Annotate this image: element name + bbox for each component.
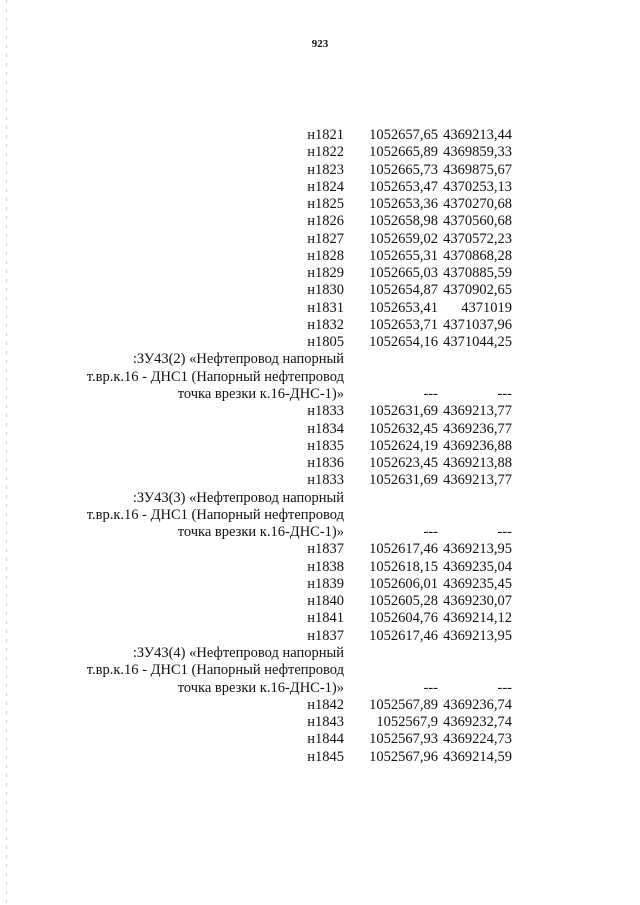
- table-row: [0, 127, 640, 144]
- x-coordinate: 1052665,89: [369, 144, 438, 161]
- point-id: н1845: [307, 748, 344, 765]
- point-id: н1824: [307, 178, 344, 195]
- table-row: [0, 265, 640, 282]
- y-coordinate: 4369214,59: [443, 748, 512, 765]
- y-coordinate: ---: [497, 385, 512, 402]
- y-coordinate: 4369213,77: [443, 472, 512, 489]
- point-id: н1821: [307, 127, 344, 143]
- x-coordinate: 1052658,98: [369, 213, 438, 230]
- y-coordinate: ---: [497, 679, 512, 696]
- x-coordinate: 1052617,46: [369, 627, 438, 644]
- table-row: [0, 248, 640, 265]
- point-id: н1823: [307, 161, 344, 178]
- y-coordinate: 4370868,28: [443, 247, 512, 264]
- point-id: н1832: [307, 316, 344, 333]
- table-row: [0, 559, 640, 576]
- point-id: н1828: [307, 247, 344, 264]
- y-coordinate: 4369230,07: [443, 593, 512, 610]
- point-id: н1839: [307, 575, 344, 592]
- y-coordinate: 4371037,96: [443, 316, 512, 333]
- point-id: н1826: [307, 213, 344, 230]
- x-coordinate: 1052604,76: [369, 610, 438, 627]
- y-coordinate: 4371044,25: [443, 334, 512, 351]
- table-section-row: [0, 351, 640, 368]
- table-section-row: [0, 386, 640, 403]
- x-coordinate: 1052653,36: [369, 196, 438, 213]
- table-row: [0, 282, 640, 299]
- y-coordinate: 4369236,77: [443, 420, 512, 437]
- x-coordinate: 1052665,03: [369, 265, 438, 282]
- table-row: [0, 421, 640, 438]
- table-section-row: [0, 507, 640, 524]
- section-label: точка врезки к.16-ДНС-1)»: [177, 679, 344, 696]
- x-coordinate: ---: [423, 385, 438, 402]
- table-row: [0, 403, 640, 420]
- y-coordinate: 4369213,95: [443, 541, 512, 558]
- y-coordinate: 4369235,04: [443, 558, 512, 575]
- table-row: [0, 144, 640, 161]
- point-id: н1837: [307, 627, 344, 644]
- y-coordinate: 4369213,95: [443, 627, 512, 644]
- y-coordinate: 4371019: [461, 299, 512, 316]
- x-coordinate: 1052665,73: [369, 161, 438, 178]
- x-coordinate: 1052653,47: [369, 178, 438, 195]
- point-id: н1836: [307, 455, 344, 472]
- table-row: [0, 593, 640, 610]
- x-coordinate: 1052657,65: [369, 127, 438, 143]
- table-row: [0, 231, 640, 248]
- table-section-row: [0, 662, 640, 679]
- table-row: [0, 438, 640, 455]
- section-label: т.вр.к.16 - ДНС1 (Напорный нефтепровод: [86, 368, 344, 385]
- x-coordinate: 1052653,41: [369, 299, 438, 316]
- table-row: [0, 749, 640, 766]
- section-label: :ЗУ43(4) «Нефтепровод напорный: [132, 644, 344, 661]
- point-id: н1825: [307, 196, 344, 213]
- point-id: н1838: [307, 558, 344, 575]
- x-coordinate: ---: [423, 679, 438, 696]
- table-section-row: [0, 645, 640, 662]
- point-id: н1842: [307, 696, 344, 713]
- x-coordinate: 1052624,19: [369, 437, 438, 454]
- table-row: [0, 317, 640, 334]
- point-id: н1827: [307, 230, 344, 247]
- table-row: [0, 179, 640, 196]
- x-coordinate: 1052618,15: [369, 558, 438, 575]
- point-id: н1830: [307, 282, 344, 299]
- x-coordinate: 1052567,96: [369, 748, 438, 765]
- point-id: н1822: [307, 144, 344, 161]
- y-coordinate: 4369213,88: [443, 455, 512, 472]
- table-row: [0, 576, 640, 593]
- y-coordinate: 4369214,12: [443, 610, 512, 627]
- table-row: [0, 162, 640, 179]
- table-row: [0, 610, 640, 627]
- x-coordinate: 1052659,02: [369, 230, 438, 247]
- point-id: н1831: [307, 299, 344, 316]
- table-row: [0, 628, 640, 645]
- point-id: н1833: [307, 403, 344, 420]
- coordinates-table: [0, 127, 640, 766]
- x-coordinate: 1052567,89: [369, 696, 438, 713]
- point-id: н1840: [307, 593, 344, 610]
- section-label: точка врезки к.16-ДНС-1)»: [177, 524, 344, 541]
- table-row: [0, 196, 640, 213]
- y-coordinate: 4370885,59: [443, 265, 512, 282]
- point-id: н1805: [307, 334, 344, 351]
- table-row: [0, 541, 640, 558]
- table-row: [0, 334, 640, 351]
- table-section-row: [0, 369, 640, 386]
- y-coordinate: 4369875,67: [443, 161, 512, 178]
- point-id: н1834: [307, 420, 344, 437]
- y-coordinate: 4369859,33: [443, 144, 512, 161]
- x-coordinate: 1052632,45: [369, 420, 438, 437]
- x-coordinate: 1052653,71: [369, 316, 438, 333]
- page-number: 923: [311, 38, 329, 50]
- x-coordinate: 1052617,46: [369, 541, 438, 558]
- point-id: н1841: [307, 610, 344, 627]
- table-row: [0, 731, 640, 748]
- y-coordinate: ---: [497, 524, 512, 541]
- y-coordinate: 4370253,13: [443, 178, 512, 195]
- x-coordinate: 1052654,16: [369, 334, 438, 351]
- y-coordinate: 4369213,77: [443, 403, 512, 420]
- point-id: н1837: [307, 541, 344, 558]
- x-coordinate: 1052623,45: [369, 455, 438, 472]
- y-coordinate: 4369235,45: [443, 575, 512, 592]
- x-coordinate: 1052655,31: [369, 247, 438, 264]
- table-row: [0, 455, 640, 472]
- x-coordinate: 1052631,69: [369, 472, 438, 489]
- point-id: н1833: [307, 472, 344, 489]
- x-coordinate: 1052567,9: [376, 714, 438, 731]
- y-coordinate: 4369232,74: [443, 714, 512, 731]
- section-label: :ЗУ43(3) «Нефтепровод напорный: [132, 489, 344, 506]
- y-coordinate: 4370560,68: [443, 213, 512, 230]
- x-coordinate: 1052654,87: [369, 282, 438, 299]
- table-row: [0, 714, 640, 731]
- point-id: н1844: [307, 731, 344, 748]
- table-section-row: [0, 680, 640, 697]
- x-coordinate: 1052631,69: [369, 403, 438, 420]
- table-row: [0, 213, 640, 230]
- section-label: т.вр.к.16 - ДНС1 (Напорный нефтепровод: [86, 662, 344, 679]
- table-row: [0, 472, 640, 489]
- point-id: н1835: [307, 437, 344, 454]
- x-coordinate: 1052567,93: [369, 731, 438, 748]
- x-coordinate: 1052606,01: [369, 575, 438, 592]
- section-label: :ЗУ43(2) «Нефтепровод напорный: [132, 351, 344, 368]
- y-coordinate: 4370572,23: [443, 230, 512, 247]
- point-id: н1843: [307, 714, 344, 731]
- table-section-row: [0, 490, 640, 507]
- table-row: [0, 697, 640, 714]
- table-section-row: [0, 524, 640, 541]
- y-coordinate: 4369236,74: [443, 696, 512, 713]
- section-label: т.вр.к.16 - ДНС1 (Напорный нефтепровод: [86, 506, 344, 523]
- y-coordinate: 4369213,44: [443, 127, 512, 143]
- y-coordinate: 4370270,68: [443, 196, 512, 213]
- y-coordinate: 4370902,65: [443, 282, 512, 299]
- y-coordinate: 4369236,88: [443, 437, 512, 454]
- x-coordinate: ---: [423, 524, 438, 541]
- x-coordinate: 1052605,28: [369, 593, 438, 610]
- section-label: точка врезки к.16-ДНС-1)»: [177, 385, 344, 402]
- point-id: н1829: [307, 265, 344, 282]
- y-coordinate: 4369224,73: [443, 731, 512, 748]
- table-row: [0, 300, 640, 317]
